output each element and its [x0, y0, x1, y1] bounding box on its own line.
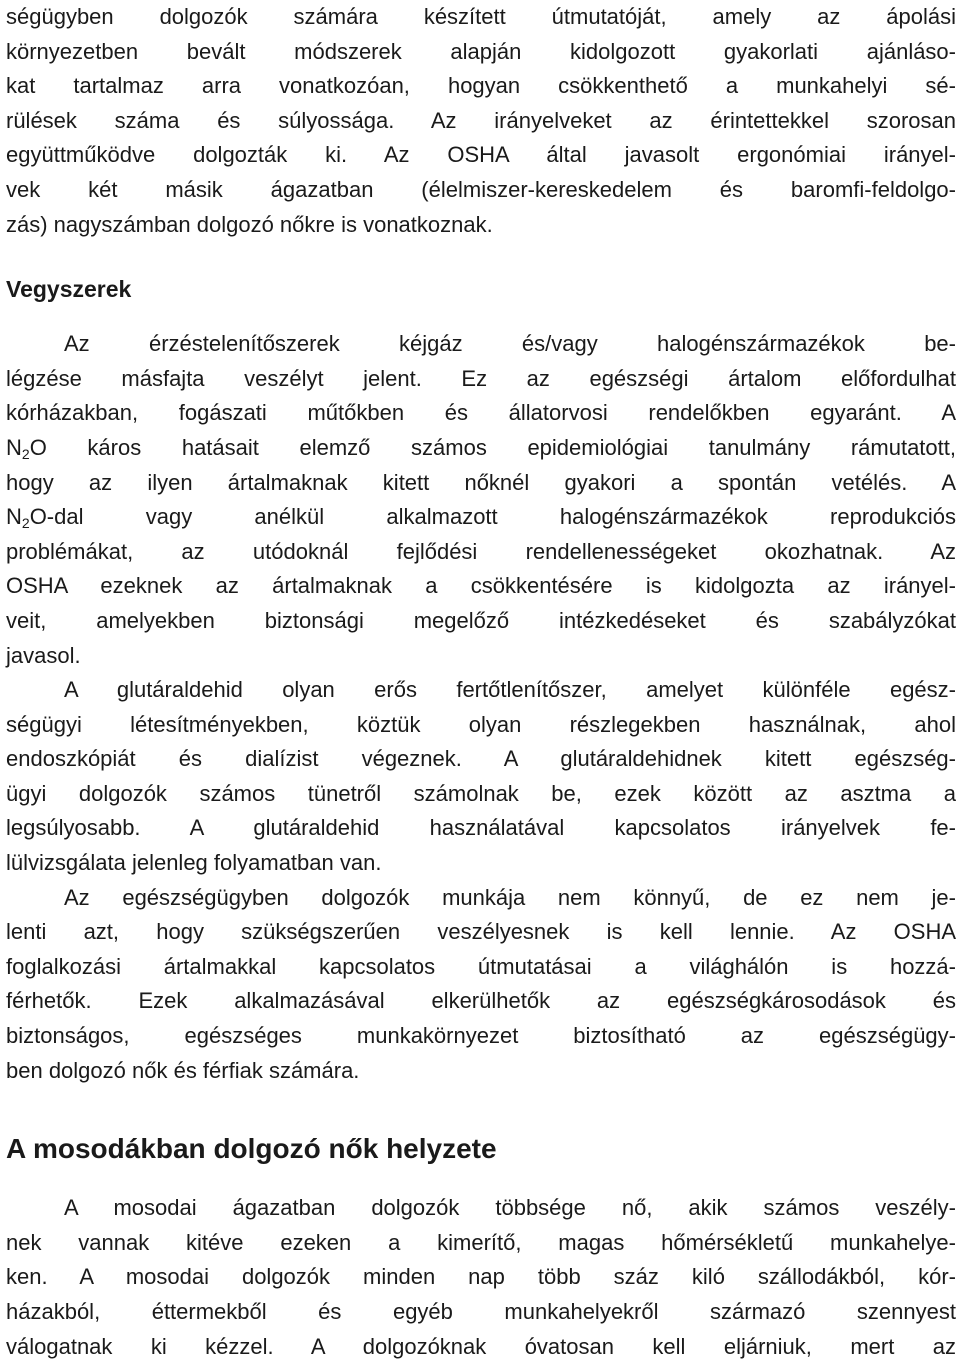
- text-fragment: O-dal vagy anélkül alkalmazott halogénszármazékok reprodukciós: [29, 504, 956, 530]
- text-line: OSHA ezeknek az ártalmaknak a csökkentésére is kidolgozta az irányel-: [6, 573, 956, 599]
- text-line: házakból, éttermekből és egyéb munkahelyekről származó szennyest: [6, 1299, 956, 1324]
- intro-paragraph: [6, 0, 956, 242]
- text-line: endoszkópiát és dialízist végeznek. A glutáraldehidnek kitett egészség-: [6, 746, 956, 772]
- text-fragment: O káros hatásait elemző számos epidemiológiai tanulmány rámutatott,: [29, 434, 956, 460]
- text-line: biztonságos, egészséges munkakörnyezet biztosítható az egészségügy-: [6, 1023, 956, 1049]
- text-line: A mosodai ágazatban dolgozók többsége nő, akik számos veszély-: [64, 1195, 956, 1221]
- text-line: lenti azt, hogy szükségszerűen veszélyesnek is kell lennie. Az OSHA: [6, 919, 956, 945]
- text-line: férhetők. Ezek alkalmazásával elkerülhetők az egészségkárosodások és: [6, 988, 956, 1014]
- text-line: vek két másik ágazatban (élelmiszer-kereskedelem és baromfi-feldolgo-: [6, 176, 956, 202]
- section-heading-laundry: A mosodákban dolgozó nők helyzete: [6, 1133, 497, 1165]
- text-line: veit, amelyekben biztonsági megelőző intézkedéseket és szabályzókat: [6, 607, 956, 633]
- text-line: válogatnak ki kézzel. A dolgozóknak óvatosan kell eljárniuk, mert az: [6, 1333, 956, 1359]
- text-line-n2o: [6, 431, 956, 466]
- text-line: környezetben bevált módszerek alapján kidolgozott gyakorlati ajánláso-: [6, 38, 956, 64]
- text-line: hogy az ilyen ártalmaknak kitett nőknél gyakori a spontán vetélés. A: [6, 469, 956, 495]
- text-line: A glutáraldehid olyan erős fertőtlenítőszer, amelyet különféle egész-: [64, 677, 956, 703]
- text-line: kat tartalmaz arra vonatkozóan, hogyan csökkenthető a munkahelyi sé-: [6, 73, 956, 99]
- text-line: ken. A mosodai dolgozók minden nap több száz kiló szállodákból, kór-: [6, 1264, 956, 1290]
- text-line: ségügyi létesítményekben, köztük olyan részlegekben használnak, ahol: [6, 711, 956, 737]
- chemical-symbol: N: [6, 504, 22, 530]
- text-line: zás) nagyszámban dolgozó nőkre is vonatkoznak.: [6, 211, 493, 237]
- text-line: problémákat, az utódoknál fejlődési rendellenességeket okozhatnak. Az: [6, 538, 956, 564]
- chemical-subscript: 2: [21, 515, 30, 532]
- text-line: ügyi dolgozók számos tünetről számolnak be, ezek között az asztma a: [6, 780, 956, 806]
- glutaraldehyde-paragraph: [6, 673, 956, 881]
- text-line: Az egészségügyben dolgozók munkája nem könnyű, de ez nem je-: [64, 884, 956, 910]
- health-workers-paragraph: [6, 881, 956, 1089]
- text-line: lülvizsgálata jelenleg folyamatban van.: [6, 850, 382, 876]
- text-line-n2o: [6, 500, 956, 535]
- text-line: legsúlyosabb. A glutáraldehid használatával kapcsolatos irányelvek fe-: [6, 815, 956, 841]
- chemical-subscript: 2: [21, 445, 30, 462]
- text-line: együttműködve dolgozták ki. Az OSHA által javasolt ergonómiai irányel-: [6, 142, 956, 168]
- text-line: nek vannak kitéve ezeken a kimerítő, magas hőmérsékletű munkahelye-: [6, 1229, 956, 1255]
- laundry-paragraph: [6, 1191, 956, 1364]
- text-line: ben dolgozó nők és férfiak számára.: [6, 1057, 360, 1083]
- text-line: foglalkozási ártalmakkal kapcsolatos útmutatásai a világhálón is hozzá-: [6, 953, 956, 979]
- text-line: kórházakban, fogászati műtőkben és állatorvosi rendelőkben egyaránt. A: [6, 400, 956, 426]
- chemical-symbol: N: [6, 434, 22, 460]
- text-line: légzése másfajta veszélyt jelent. Ez az egészségi ártalom előfordulhat: [6, 365, 956, 391]
- document-page: [6, 0, 956, 1364]
- chemicals-paragraph: [6, 327, 956, 673]
- section-heading-chemicals: Vegyszerek: [6, 276, 132, 303]
- text-line: ségügyben dolgozók számára készített útmutatóját, amely az ápolási: [6, 4, 956, 29]
- text-line: javasol.: [6, 642, 81, 668]
- text-line: rülések száma és súlyossága. Az irányelveket az érintettekkel szorosan: [6, 107, 956, 133]
- text-line: Az érzéstelenítőszerek kéjgáz és/vagy halogénszármazékok be-: [64, 331, 956, 357]
